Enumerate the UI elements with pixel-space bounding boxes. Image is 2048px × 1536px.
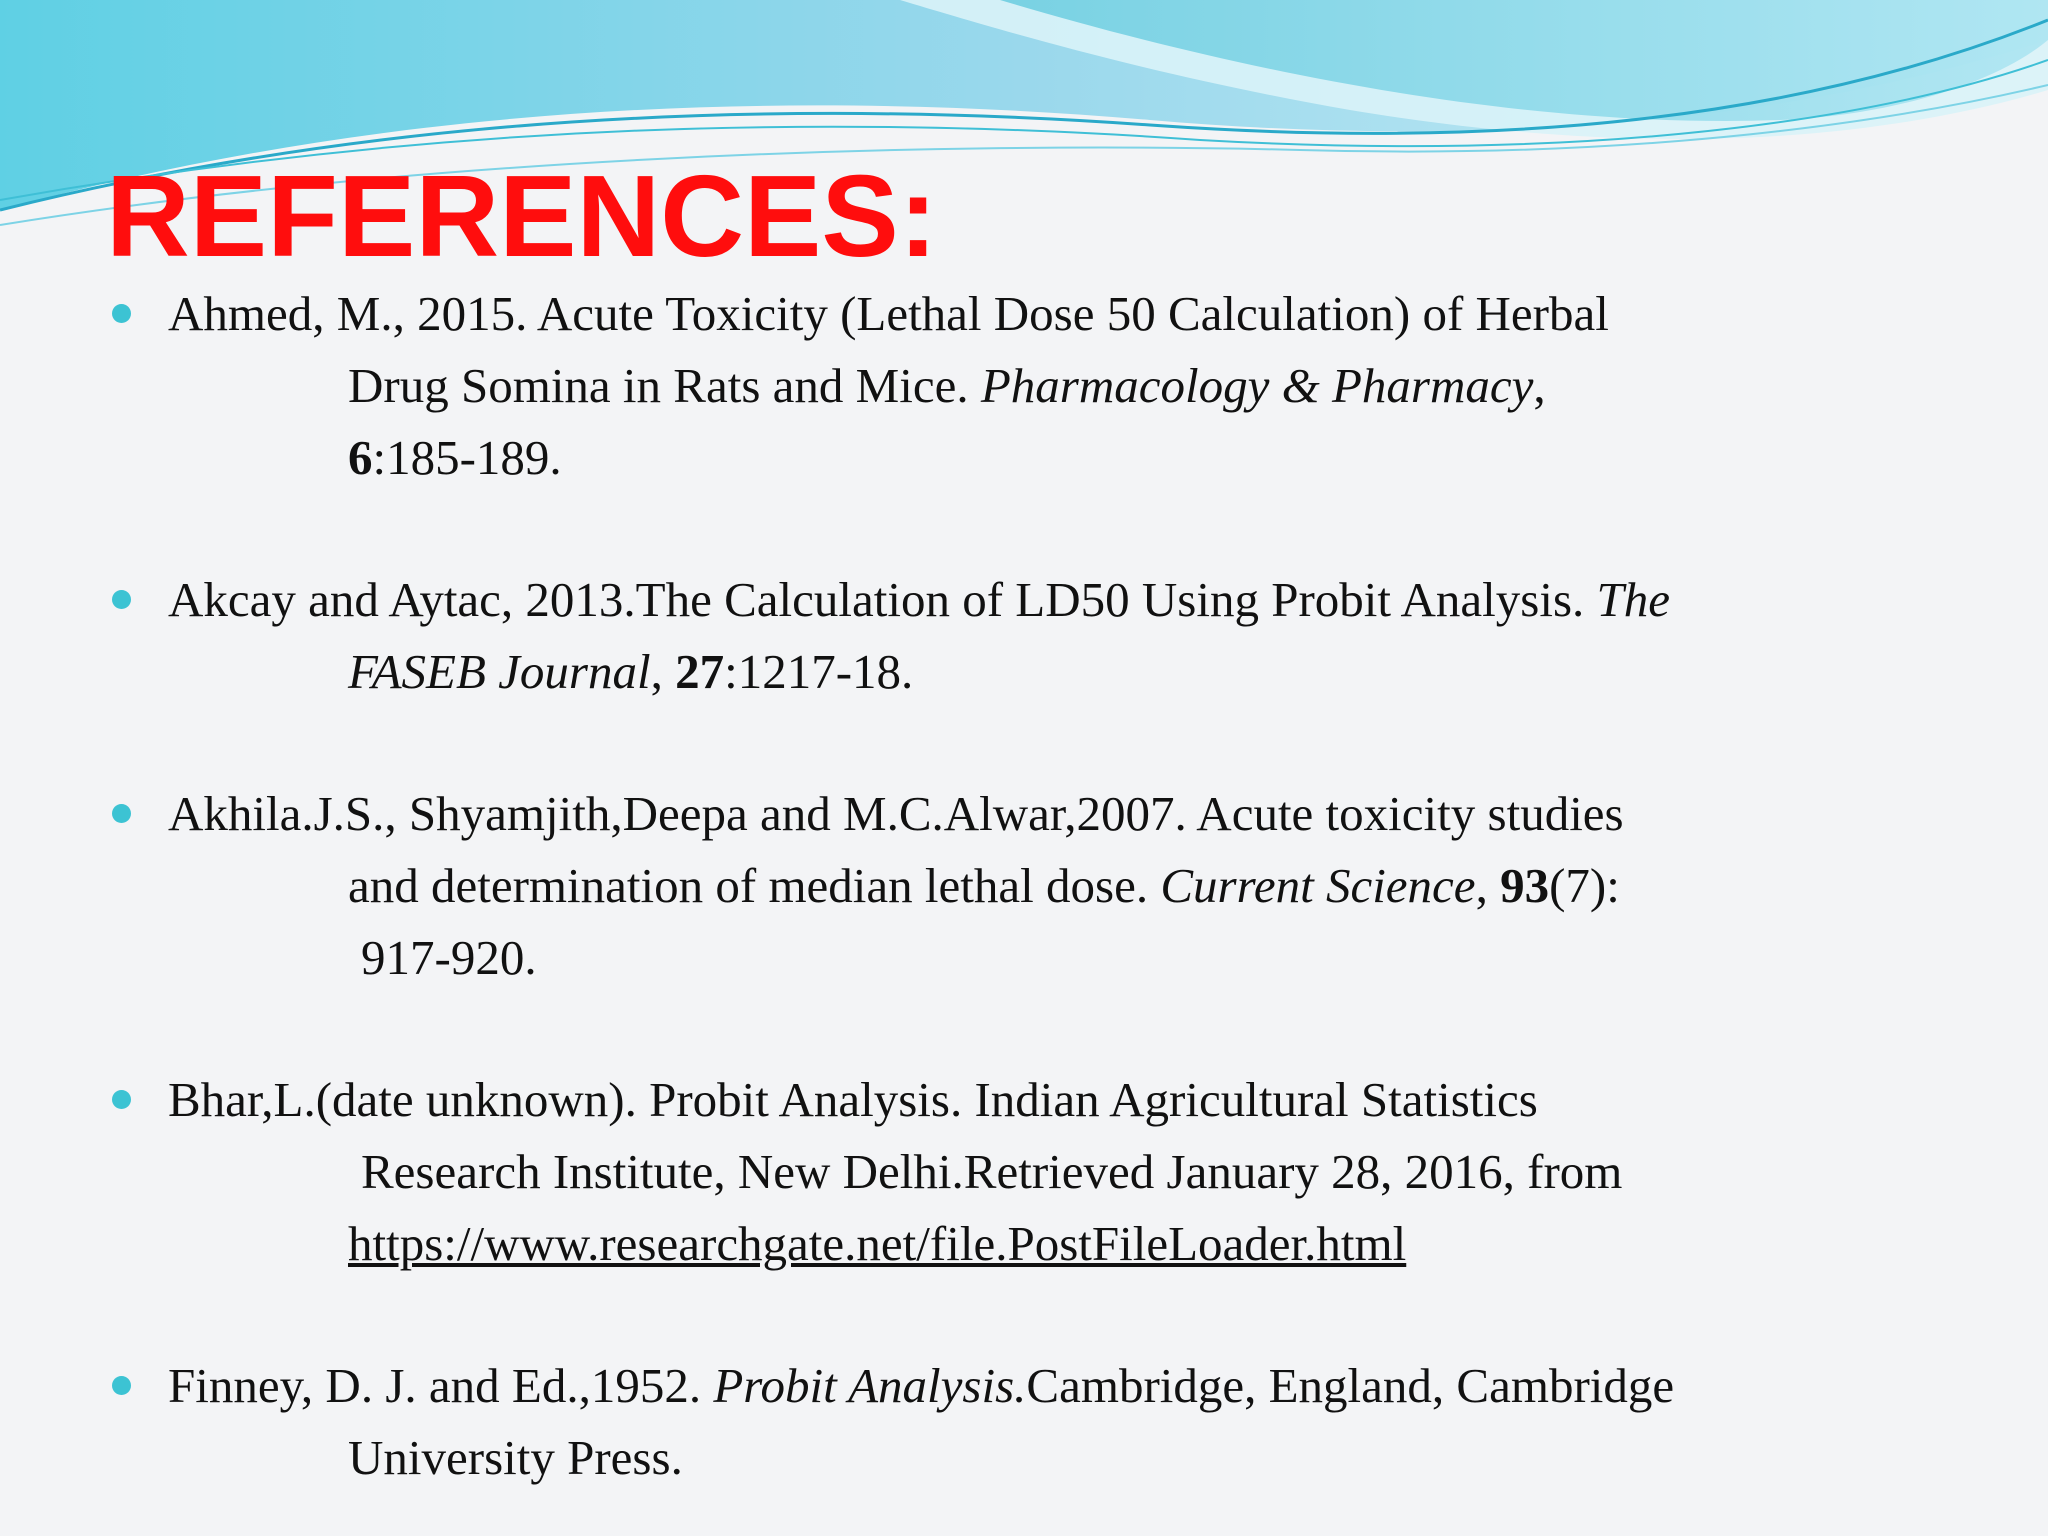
reference-text: Finney, D. J. and Ed.,1952. xyxy=(168,1358,714,1413)
reference-text: Drug Somina in Rats and Mice. xyxy=(348,358,981,413)
reference-text: , xyxy=(650,644,676,699)
spacer xyxy=(112,994,1992,1064)
reference-link[interactable]: https://www.researchgate.net/file.PostFileLoader.html xyxy=(348,1216,1407,1271)
reference-line: Bhar,L.(date unknown). Probit Analysis. Indian Agricultural Statistics xyxy=(168,1072,1538,1127)
slide-title: REFERENCES: xyxy=(106,151,938,281)
bullet-icon xyxy=(112,804,131,823)
reference-text: and determination of median lethal dose. xyxy=(348,858,1161,913)
journal-name: The xyxy=(1596,572,1671,627)
page-range: :185-189. xyxy=(372,430,562,485)
journal-name: Current Science xyxy=(1160,858,1476,913)
reference-line xyxy=(168,422,1992,494)
bullet-icon xyxy=(112,1376,131,1395)
bullet-icon xyxy=(112,590,131,609)
page-range: :1217-18. xyxy=(724,644,914,699)
volume-number: 93 xyxy=(1500,858,1550,913)
spacer xyxy=(112,1280,1992,1350)
bullet-icon xyxy=(112,304,131,323)
reference-item xyxy=(112,278,1992,494)
reference-line: Ahmed, M., 2015. Acute Toxicity (Lethal Dose 50 Calculation) of Herbal xyxy=(168,286,1609,341)
volume-number: 27 xyxy=(675,644,725,699)
spacer xyxy=(112,708,1992,778)
reference-line: 917-920. xyxy=(361,930,537,985)
reference-text: Cambridge, England, Cambridge xyxy=(1026,1358,1675,1413)
reference-text: Akcay and Aytac, 2013.The Calculation of LD50 Using Probit Analysis. xyxy=(168,572,1597,627)
reference-line xyxy=(168,850,1992,922)
reference-item xyxy=(112,1064,1992,1280)
references-list xyxy=(112,278,1992,1494)
spacer xyxy=(112,494,1992,564)
reference-line xyxy=(168,564,1992,636)
journal-name: Pharmacology & Pharmacy xyxy=(980,358,1534,413)
reference-line: Research Institute, New Delhi.Retrieved January 28, 2016, from xyxy=(361,1144,1623,1199)
reference-text: , xyxy=(1475,858,1501,913)
reference-item xyxy=(112,1350,1992,1494)
reference-line xyxy=(168,636,1992,708)
issue-number: (7): xyxy=(1549,858,1620,913)
volume-number: 6 xyxy=(348,430,373,485)
reference-line xyxy=(168,1350,1992,1422)
reference-line: University Press. xyxy=(348,1430,683,1485)
reference-line: Akhila.J.S., Shyamjith,Deepa and M.C.Alwar,2007. Acute toxicity studies xyxy=(168,786,1624,841)
reference-item xyxy=(112,778,1992,994)
reference-line xyxy=(168,350,1992,422)
book-title: Probit Analysis. xyxy=(713,1358,1027,1413)
reference-text: , xyxy=(1533,358,1546,413)
reference-item xyxy=(112,564,1992,708)
bullet-icon xyxy=(112,1090,131,1109)
reference-line xyxy=(168,1208,1992,1280)
journal-name: FASEB Journal xyxy=(348,644,651,699)
